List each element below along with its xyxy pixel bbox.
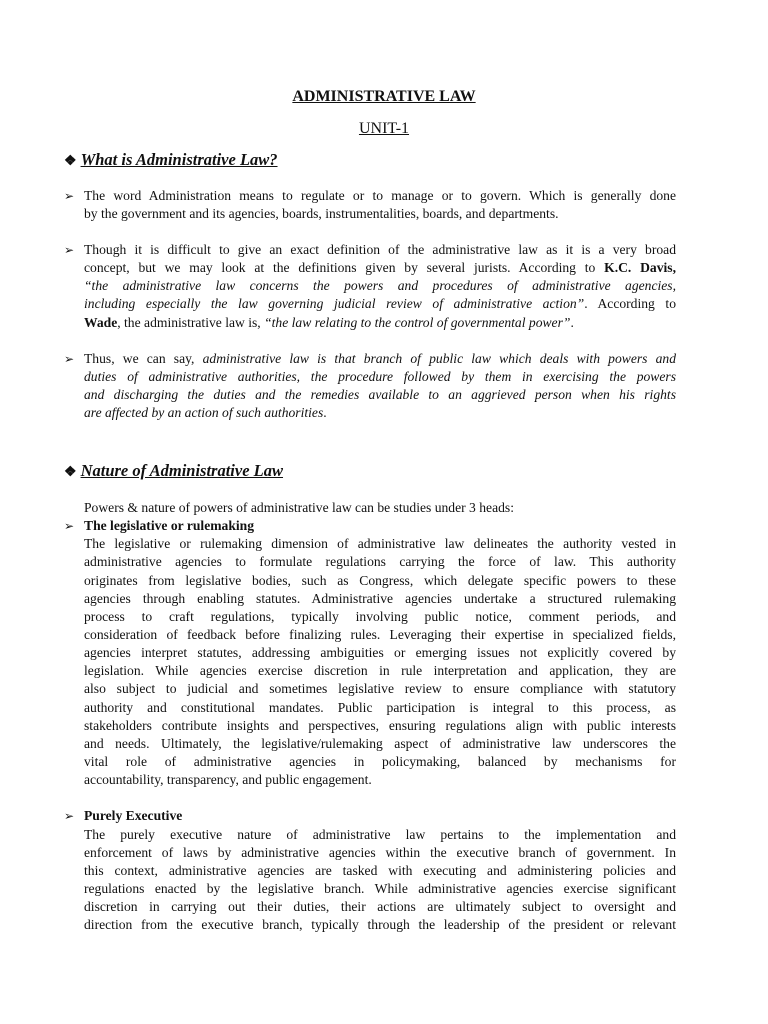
paragraph-line: agencies through enabling statutes. Administrative agencies undertake a structured rulemaking <box>84 590 676 606</box>
paragraph-conclusion: ➢ Thus, we can say, administrative law is that branch of public law which deals with powers and duties of administrative authorities, the procedure followed by them in exercising the powers and discharging the duties and the remedies available to an aggrieved person when his rights are affected by an action of such authorities. <box>64 351 677 421</box>
subheading-executive: Purely Executive <box>84 808 183 824</box>
unit-label: UNIT-1 <box>358 120 410 137</box>
paragraph-line: legislation. While agencies exercise discretion in rule interpretation and application, they are <box>84 663 676 679</box>
paragraph-line: authority and constitutional mandates. Public participation is integral to this process, as <box>84 699 676 715</box>
paragraph-line: enforcement of laws by administrative agencies within the executive branch of government. In <box>84 844 676 860</box>
arrow-bullet-icon: ➢ <box>64 352 75 366</box>
paragraph-line: accountability, transparency, and public engagement. <box>84 772 372 788</box>
paragraph-administration-meaning: ➢ The word Administration means to regulate or to manage or to govern. Which is generally done by the government and its agencies, boards, instrumentalities, boards, and departments. <box>64 188 676 222</box>
section-heading-what-is: ❖ What is Administrative Law? <box>64 150 278 169</box>
paragraph-line: originates from legislative bodies, such as Congress, which delegate specific powers to these <box>84 572 676 588</box>
paragraph-line: direction from the executive branch, typically through the leadership of the president or relevant <box>84 917 676 933</box>
nature-intro: Powers & nature of powers of administrative law can be studies under 3 heads: <box>84 500 514 515</box>
paragraph-line: administrative agencies to formulate regulations carrying the force of law. This authority <box>84 554 676 570</box>
paragraph-line: vital role of administrative agencies in policymaking, balanced by mechanisms for <box>84 753 676 769</box>
paragraph-line: regulations enacted by the legislative branch. While administrative agencies exercise significant <box>84 880 676 896</box>
paragraph-line: process to craft regulations, typically involving public notice, comment periods, and <box>84 608 676 624</box>
document-title: ADMINISTRATIVE LAW <box>292 88 476 105</box>
paragraph-line: agencies interpret statutes, addressing ambiguities or emerging issues not explicitly covered by <box>84 645 676 661</box>
arrow-bullet-icon: ➢ <box>64 809 75 824</box>
section-heading-nature: ❖ Nature of Administrative Law <box>64 461 284 480</box>
paragraph-definitions: ➢ Though it is difficult to give an exact definition of the administrative law as it is a very broad concept, but we may look at the definitions given by several jurists. According to K.C. Davis, “the administrative law concerns the powers and procedures of administrative agencies, including especially the law governing judicial review of administrative action”. According to Wade, the administrative law is, “the law relating to the control of governmental power”. <box>64 242 676 330</box>
legislative-paragraph <box>64 535 676 789</box>
paragraph-line: discretion in carrying out their duties, their actions are ultimately subject to oversight and <box>84 899 676 915</box>
arrow-bullet-icon: ➢ <box>64 243 75 257</box>
subheading-legislative: The legislative or rulemaking <box>84 518 255 534</box>
paragraph-line: stakeholders contribute insights and perspectives, ensuring regulations align with public interests <box>84 717 676 733</box>
arrow-bullet-icon: ➢ <box>64 189 75 203</box>
paragraph-line: also subject to judicial and sometimes legislative review to ensure compliance with statutory <box>84 681 676 697</box>
heading-bullet-icon: ❖ <box>64 465 77 480</box>
paragraph-line: The legislative or rulemaking dimension of administrative law delineates the authority vested in <box>84 536 676 552</box>
paragraph-line: The purely executive nature of administrative law pertains to the implementation and <box>84 826 676 842</box>
nature-section-body <box>64 499 676 934</box>
executive-paragraph <box>64 826 676 935</box>
paragraph-line: this context, administrative agencies are tasked with executing and administering policies and <box>84 862 676 878</box>
arrow-bullet-icon: ➢ <box>64 519 75 534</box>
paragraph-line: consideration of feedback before finalizing rules. Leveraging their expertise in specialized fields, <box>84 626 676 642</box>
heading-bullet-icon: ❖ <box>64 154 77 169</box>
paragraph-line: and needs. Ultimately, the legislative/rulemaking aspect of administrative law underscores the <box>84 735 676 751</box>
